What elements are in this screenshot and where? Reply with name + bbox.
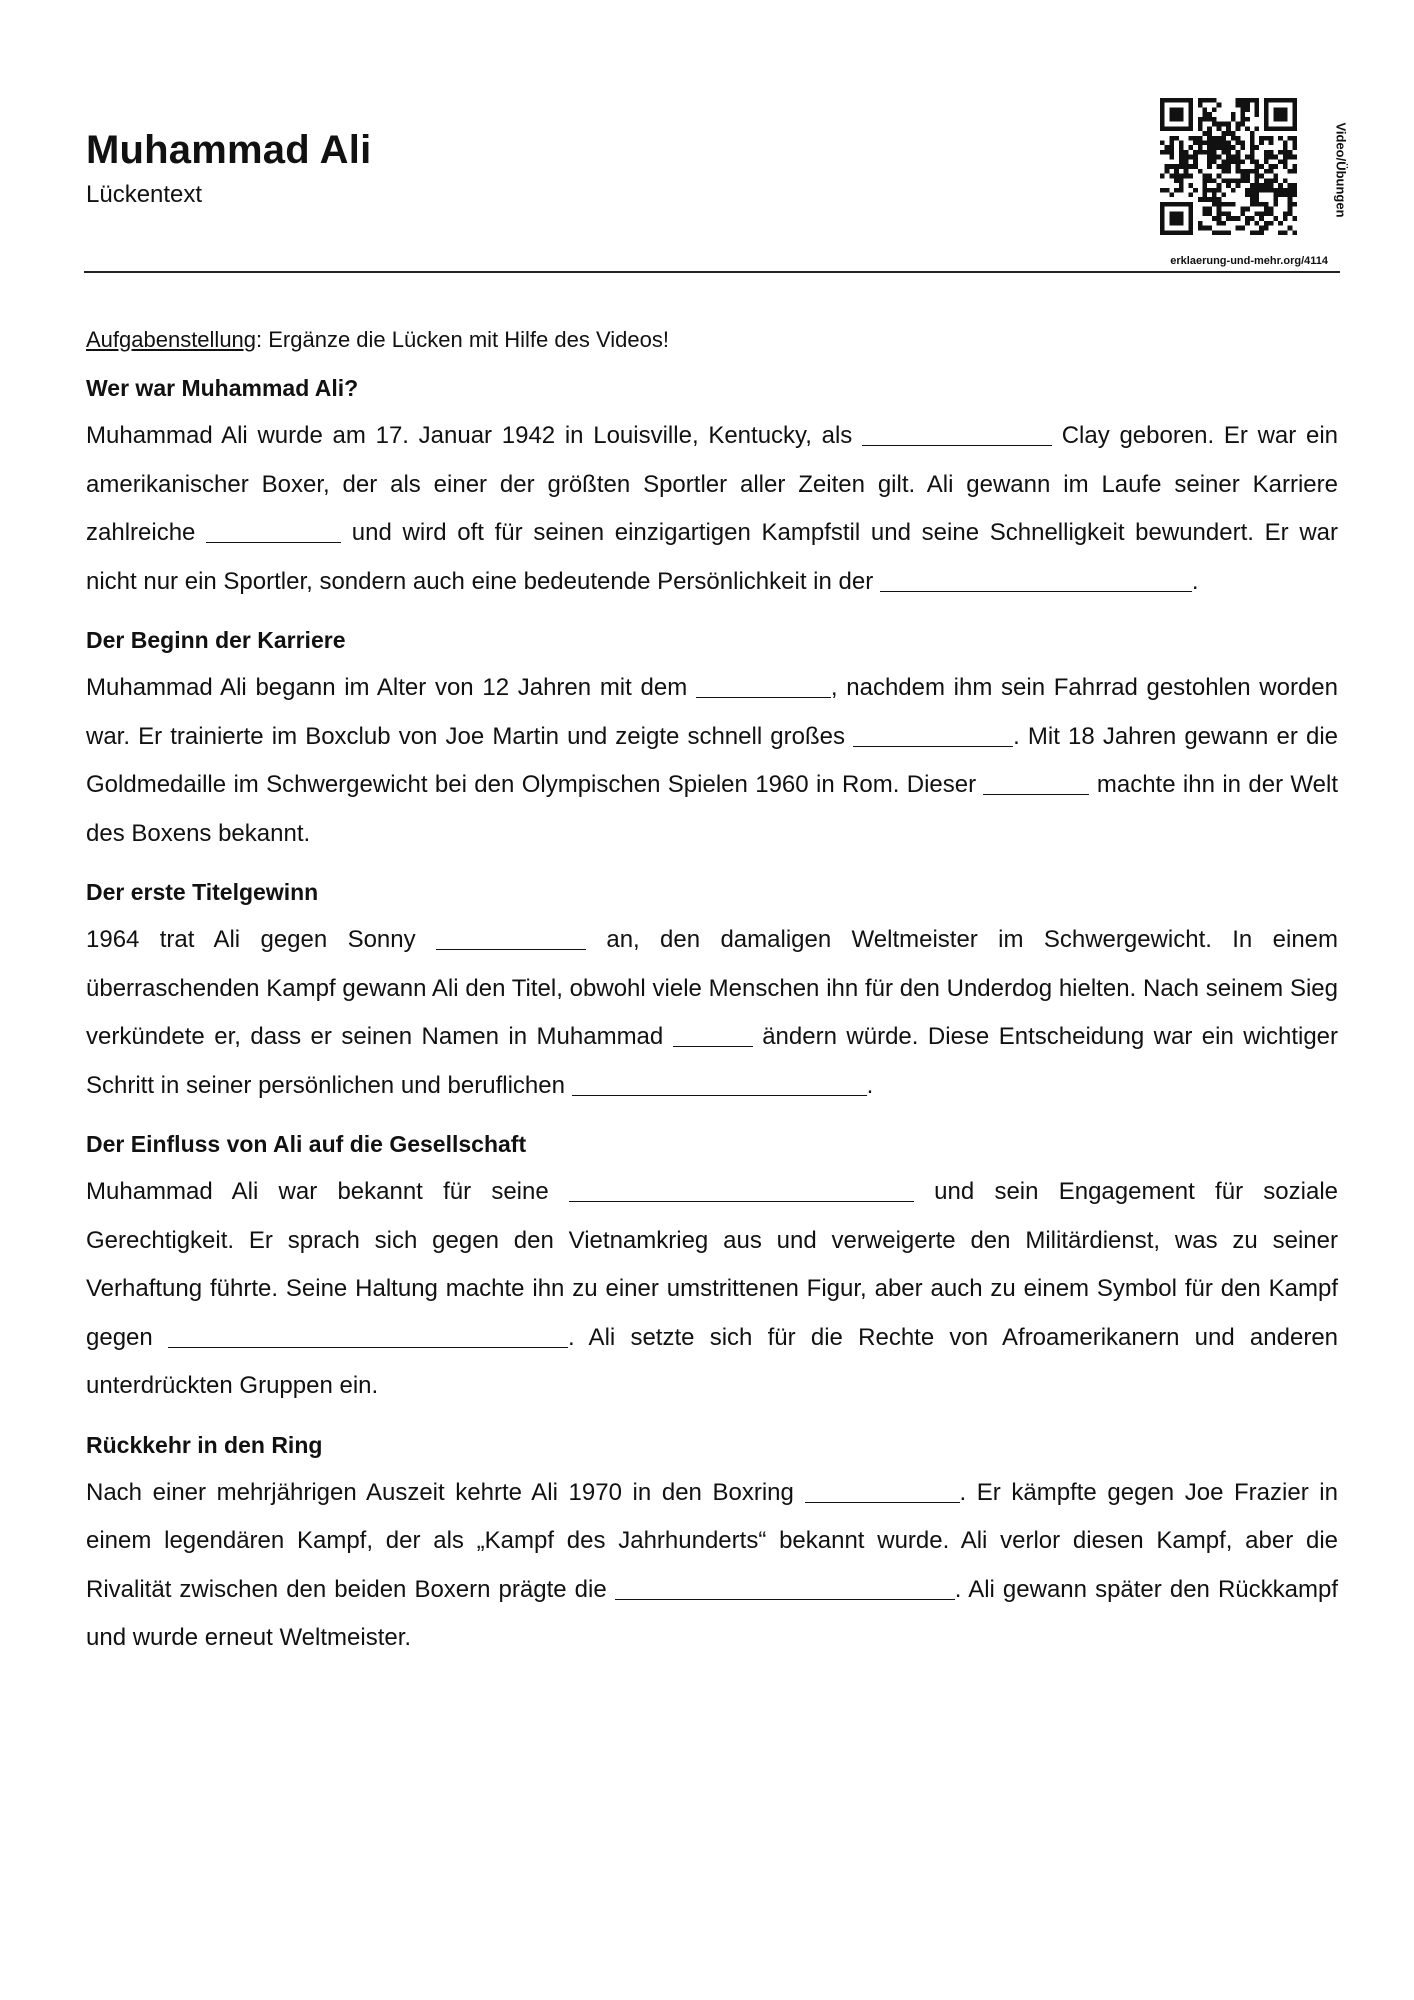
blank-gap[interactable] bbox=[983, 772, 1089, 795]
text-segment: . Mit 18 Jahren gewann er die Goldmedaille im Schwergewicht bei den Olympischen Spielen 1960 in Rom. Dieser bbox=[86, 722, 1339, 798]
section-career-start bbox=[86, 622, 1338, 858]
blank-gap[interactable] bbox=[862, 423, 1052, 446]
section-who-was-ali bbox=[86, 370, 1338, 606]
text-segment: ändern würde. Diese Entscheidung war ein wichtiger Schritt in seiner persönlichen und beruflichen bbox=[86, 1023, 1339, 1099]
section-heading: Wer war Muhammad Ali? bbox=[86, 375, 359, 401]
task-instruction bbox=[86, 322, 1338, 358]
text-segment: Clay geboren. Er war ein amerikanischer Boxer, der als einer der größten Sportler aller Zeiten gilt. Ali gewann im Laufe seiner Karriere zahlreiche bbox=[86, 422, 1338, 546]
text-segment: und wird oft für seinen einzigartigen Kampfstil und seine Schnelligkeit bewundert. Er war nicht nur ein Sportler, sondern auch eine bedeutende Persönlichkeit in der bbox=[86, 519, 1338, 595]
section-paragraph bbox=[86, 1469, 1338, 1663]
blank-gap[interactable] bbox=[853, 724, 1013, 747]
text-segment: machte ihn in der Welt des Boxens bekannt. bbox=[86, 771, 1338, 847]
text-segment: 1964 trat Ali gegen Sonny bbox=[86, 926, 436, 953]
blank-gap[interactable] bbox=[572, 1073, 867, 1096]
text-segment: Nach einer mehrjährigen Auszeit kehrte Ali 1970 in den Boxring bbox=[86, 1478, 805, 1506]
task-label: Aufgabenstellung bbox=[86, 327, 257, 352]
section-paragraph bbox=[86, 1168, 1338, 1411]
qr-code[interactable] bbox=[1160, 98, 1297, 235]
blank-gap[interactable] bbox=[696, 675, 831, 698]
text-segment: , nachdem ihm sein Fahrrad gestohlen worden war. Er trainierte im Boxclub von Joe Martin und zeigte schnell großes bbox=[86, 674, 1338, 750]
section-heading: Rückkehr in den Ring bbox=[86, 1431, 323, 1458]
text-segment: Muhammad Ali wurde am 17. Januar 1942 in Louisville, Kentucky, als bbox=[86, 422, 863, 449]
task-text: : Ergänze die Lücken mit Hilfe des Videos! bbox=[256, 327, 669, 352]
text-segment: . bbox=[866, 1071, 874, 1099]
blank-gap[interactable] bbox=[168, 1325, 568, 1348]
blank-gap[interactable] bbox=[805, 1480, 960, 1503]
text-segment: Muhammad Ali begann im Alter von 12 Jahren mit dem bbox=[86, 674, 696, 701]
text-segment: . bbox=[1191, 567, 1199, 595]
section-social-influence bbox=[86, 1126, 1338, 1411]
section-heading: Der Einfluss von Ali auf die Gesellschaft bbox=[86, 1131, 527, 1157]
blank-gap[interactable] bbox=[206, 520, 341, 543]
section-return-to-ring bbox=[86, 1427, 1338, 1663]
text-segment: . Ali setzte sich für die Rechte von Afroamerikanern und anderen unterdrückten Gruppen ein. bbox=[86, 1323, 1339, 1399]
text-segment: . Er kämpfte gegen Joe Frazier in einem legendären Kampf, der als „Kampf des Jahrhunderts“ bekannt wurde. Ali verlor diesen Kampf, aber die Rivalität zwischen den beiden Boxern prägte die bbox=[86, 1478, 1338, 1603]
qr-side-label: Video/Übungen bbox=[1333, 122, 1349, 218]
header-divider bbox=[84, 271, 1340, 273]
text-segment: an, den damaligen Weltmeister im Schwergewicht. In einem überraschenden Kampf gewann Ali den Titel, obwohl viele Menschen ihn für den Underdog hielten. Nach seinem Sieg verkündete er, dass er seinen Namen in Muhammad bbox=[86, 926, 1338, 1050]
blank-gap[interactable] bbox=[436, 927, 586, 950]
blank-gap[interactable] bbox=[673, 1024, 753, 1047]
section-paragraph bbox=[86, 412, 1338, 606]
section-heading: Der erste Titelgewinn bbox=[86, 879, 319, 905]
page-title: Muhammad Ali bbox=[86, 128, 372, 172]
section-paragraph bbox=[86, 916, 1338, 1110]
blank-gap[interactable] bbox=[615, 1577, 955, 1600]
blank-gap[interactable] bbox=[880, 569, 1192, 592]
blank-gap[interactable] bbox=[569, 1179, 914, 1202]
text-segment: . Ali gewann später den Rückkampf und wurde erneut Weltmeister. bbox=[86, 1575, 1338, 1651]
section-heading: Der Beginn der Karriere bbox=[86, 627, 346, 653]
section-first-title bbox=[86, 874, 1338, 1110]
page-subtitle: Lückentext bbox=[86, 181, 203, 208]
text-segment: Muhammad Ali war bekannt für seine bbox=[86, 1178, 569, 1205]
text-segment: und sein Engagement für soziale Gerechtigkeit. Er sprach sich gegen den Vietnamkrieg aus und verweigerte den Militärdienst, was zu seiner Verhaftung führte. Seine Haltung machte ihn zu einer umstrittenen Figur, aber auch zu einem Symbol für den Kampf gegen bbox=[86, 1178, 1338, 1351]
source-url[interactable]: erklaerung-und-mehr.org/4114 bbox=[1170, 255, 1328, 267]
section-paragraph bbox=[86, 664, 1338, 858]
worksheet-body bbox=[86, 322, 1338, 1679]
